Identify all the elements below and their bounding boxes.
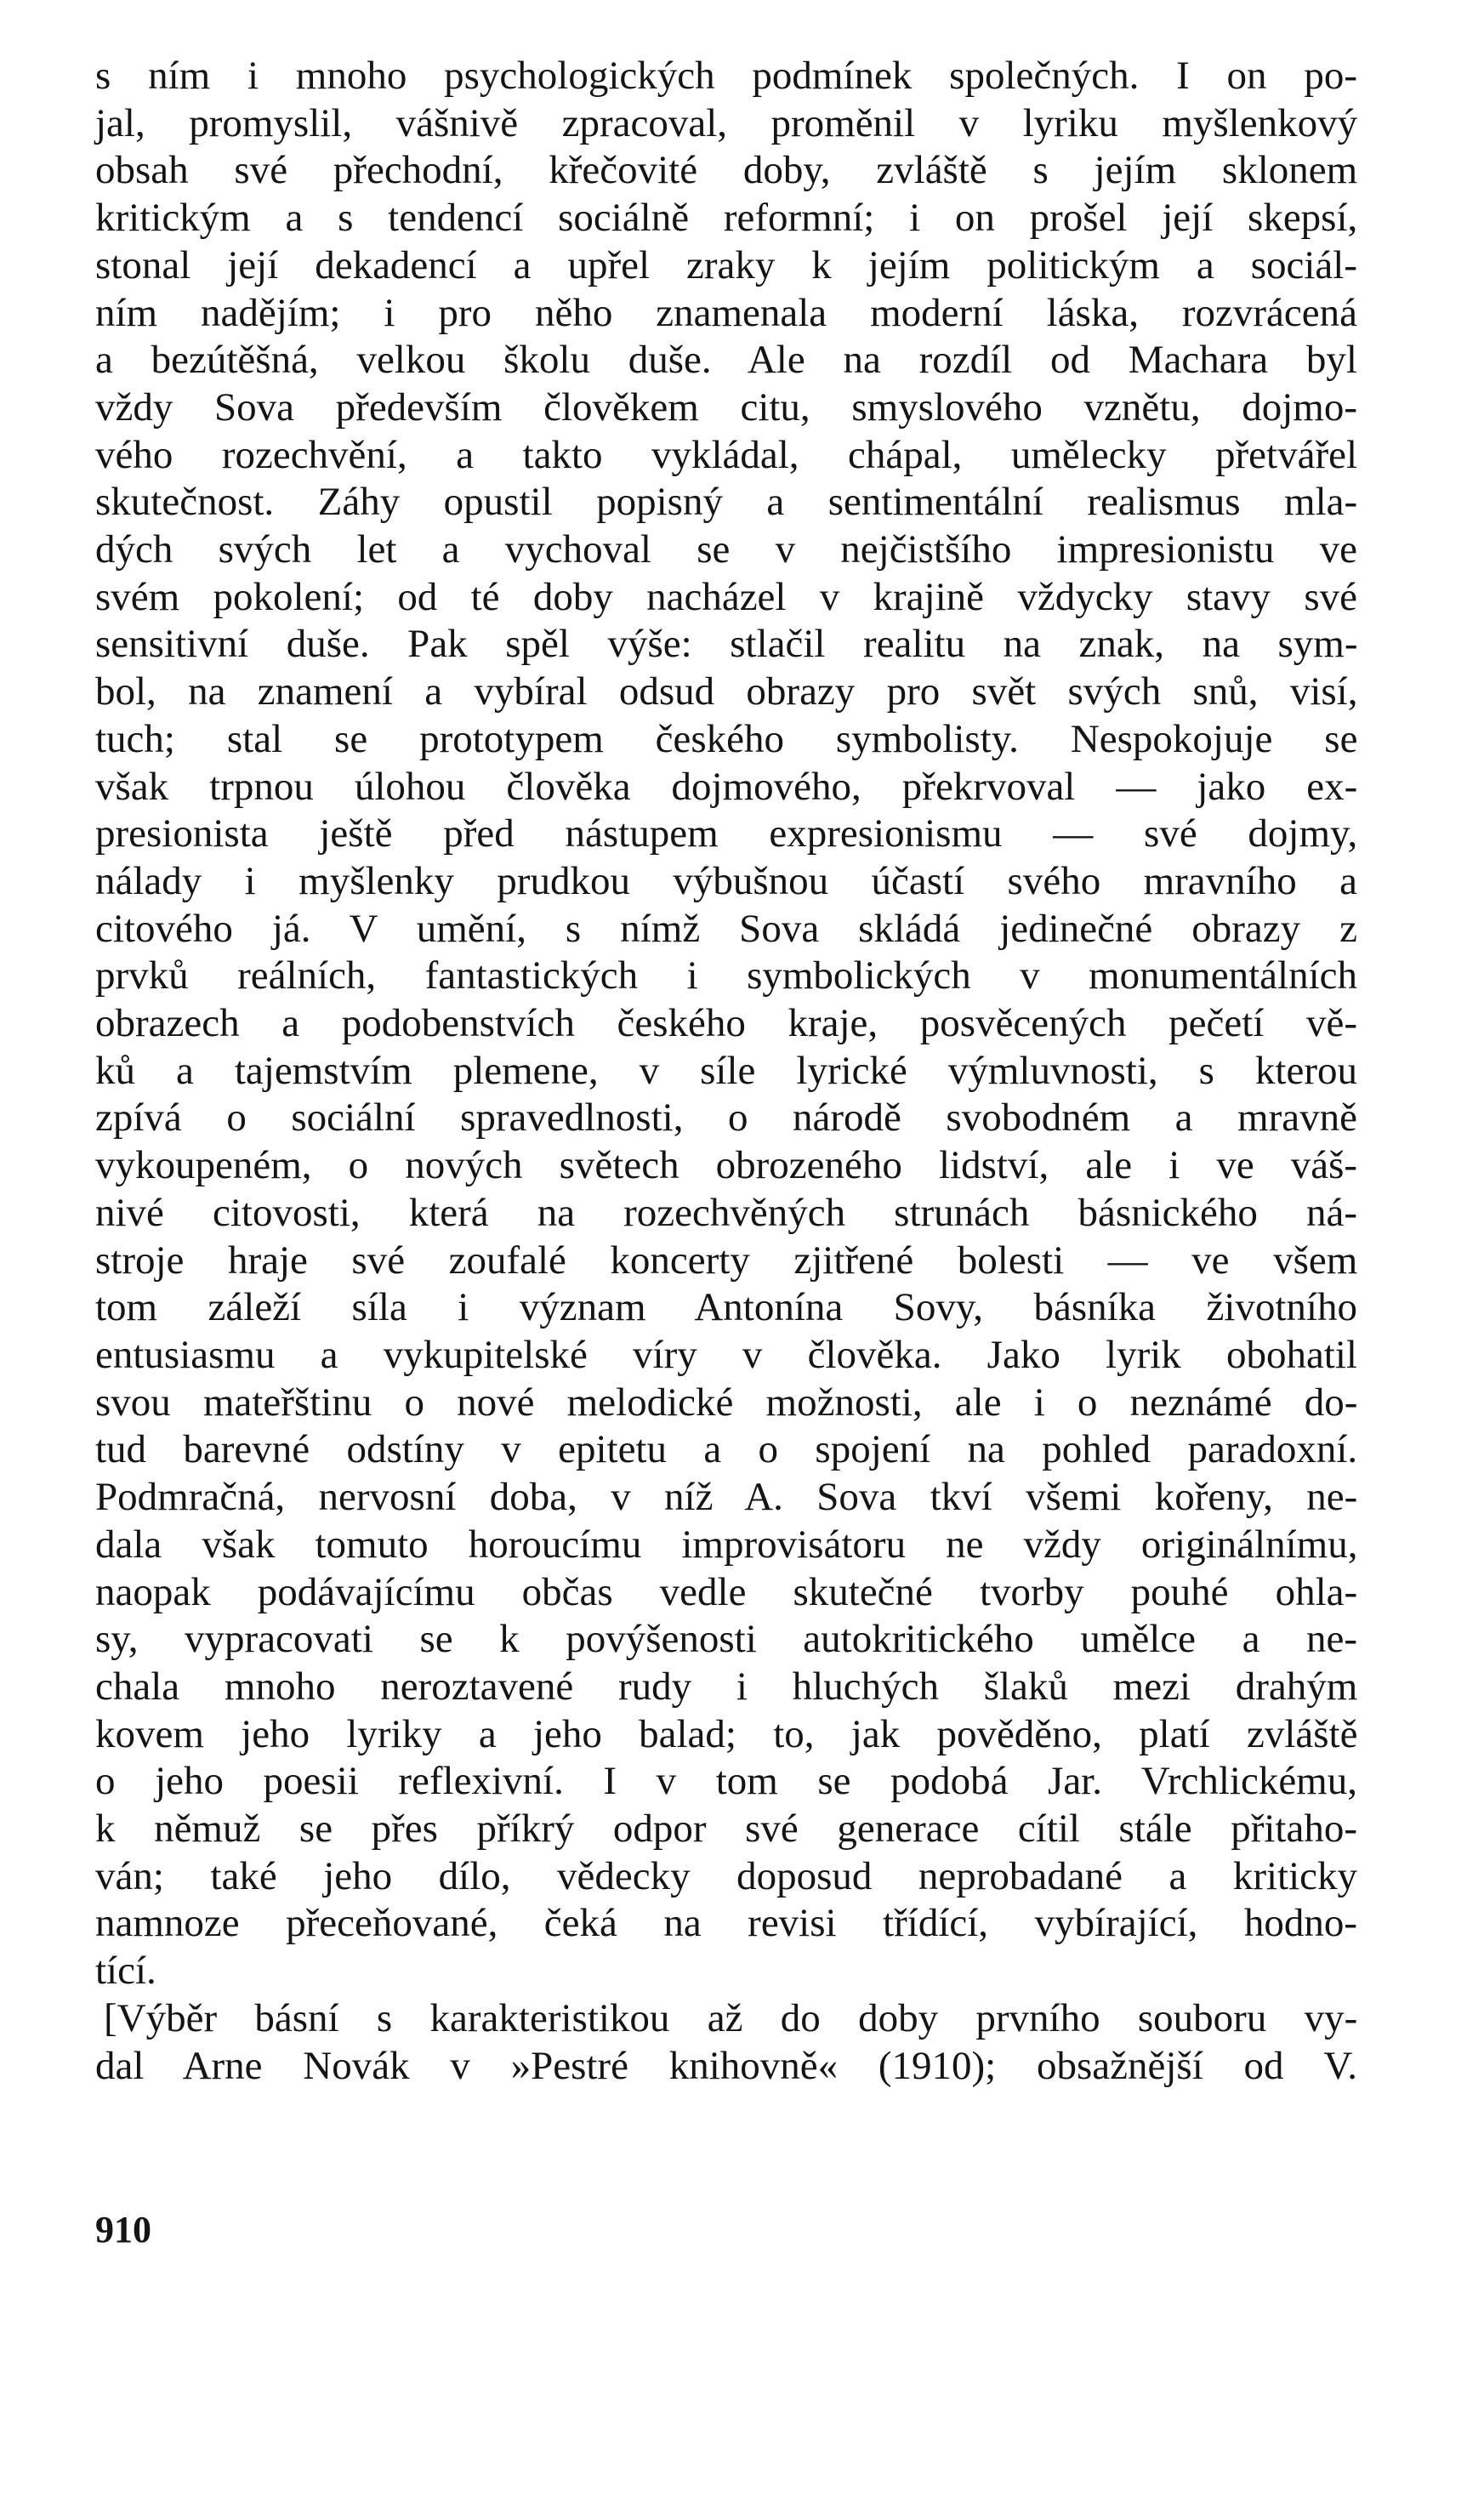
text-line: o jeho poesii reflexivní. I v tom se podobá Jar. Vrchlickému,: [95, 1759, 1357, 1804]
text-line: sy, vypracovati se k povýšenosti autokritického umělce a ne-: [95, 1617, 1357, 1662]
text-line: stonal její dekadencí a upřel zraky k jejím politickým a sociál-: [95, 242, 1357, 287]
text-line: svém pokolení; od té doby nacházel v krajině vždycky stavy své: [95, 574, 1357, 619]
text-line: tom záleží síla i význam Antonína Sovy, básníka životního: [95, 1285, 1357, 1330]
text-line: naopak podávajícímu občas vedle skutečné tvorby pouhé ohla-: [95, 1569, 1358, 1614]
text-line: svou mateřštinu o nové melodické možnosti, ale i o neznámé do-: [95, 1380, 1358, 1425]
text-line: Podmračná, nervosní doba, v níž A. Sova tkví všemi kořeny, ne-: [95, 1475, 1358, 1520]
text-line: namnoze přeceňované, čeká na revisi třídící, vybírající, hodno-: [95, 1901, 1357, 1946]
text-line: zpívá o sociální spravedlnosti, o národě svobodném a mravně: [95, 1095, 1357, 1141]
text-line: vždy Sova především člověkem citu, smyslového vznětu, dojmo-: [95, 384, 1357, 430]
text-line: entusiasmu a vykupitelské víry v člověka. Jako lyrik obohatil: [95, 1332, 1357, 1377]
text-line: presionista ještě před nástupem expresionismu — své dojmy,: [95, 811, 1358, 856]
text-line: nálady i myšlenky prudkou výbušnou účastí svého mravního a: [95, 858, 1357, 903]
text-line: sensitivní duše. Pak spěl výše: stlačil realitu na znak, na sym-: [95, 622, 1358, 667]
text-line: a bezútěšná, velkou školu duše. Ale na rozdíl od Machara byl: [95, 338, 1357, 383]
text-line: chala mnoho neroztavené rudy i hluchých šlaků mezi drahým: [95, 1664, 1358, 1709]
text-line: však trpnou úlohou člověka dojmového, překrvoval — jako ex-: [95, 764, 1358, 809]
text-line: kritickým a s tendencí sociálně reformní; i on prošel její skepsí,: [95, 196, 1358, 241]
text-line: citového já. V umění, s nímž Sova skládá jedinečné obrazy z: [95, 906, 1357, 951]
text-line: s ním i mnoho psychologických podmínek společných. I on po-: [95, 54, 1357, 98]
text-line: ním nadějím; i pro něho znamenala moderní láska, rozvrácená: [95, 290, 1357, 335]
text-line: skutečnost. Záhy opustil popisný a sentimentální realismus mla-: [95, 480, 1358, 525]
paragraph-2: [95, 1995, 1357, 2090]
text-line: obsah své přechodní, křečovité doby, zvláště s jejím sklonem: [95, 148, 1358, 193]
text-line: stroje hraje své zoufalé koncerty zjitřené bolesti — ve všem: [95, 1238, 1358, 1283]
text-line: obrazech a podobenstvích českého kraje, posvěcených pečetí vě-: [95, 1001, 1357, 1046]
text-line: tuch; stal se prototypem českého symbolisty. Nespokojuje se: [95, 716, 1358, 761]
text-line: nivé citovosti, která na rozechvěných strunách básnického ná-: [95, 1190, 1357, 1235]
text-line: k němuž se přes příkrý odpor své generace cítil stále přitaho-: [95, 1807, 1357, 1852]
text-line: prvků reálních, fantastických i symbolických v monumentálních: [95, 953, 1357, 999]
text-line: tící.: [95, 1949, 156, 1994]
text-line: dých svých let a vychoval se v nejčistšího impresionistu ve: [95, 527, 1357, 572]
text-line: [Výběr básní s karakteristikou až do doby prvního souboru vy-: [104, 1995, 1358, 2040]
paragraph-1: [95, 53, 1357, 1995]
text-line: vykoupeném, o nových světech obrozeného lidství, ale i ve váš-: [95, 1143, 1358, 1188]
text-line: jal, promyslil, vášnivě zpracoval, proměnil v lyriku myšlenkový: [95, 100, 1358, 145]
page-number: 910: [95, 2209, 151, 2250]
text-line: ván; také jeho dílo, vědecky doposud neprobadané a kriticky: [95, 1853, 1357, 1898]
text-line: kovem jeho lyriky a jeho balad; to, jak pověděno, platí zvláště: [95, 1711, 1358, 1756]
text-line: dal Arne Novák v »Pestré knihovně« (1910); obsažnější od V.: [95, 2043, 1358, 2088]
text-line: vého rozechvění, a takto vykládal, chápal, umělecky přetvářel: [95, 432, 1358, 477]
text-line: dala však tomuto horoucímu improvisátoru ne vždy originálnímu,: [95, 1522, 1358, 1567]
text-line: bol, na znamení a vybíral odsud obrazy pro svět svých snů, visí,: [95, 669, 1358, 714]
text-line: ků a tajemstvím plemene, v síle lyrické výmluvnosti, s kterou: [95, 1048, 1357, 1093]
text-line: tud barevné odstíny v epitetu a o spojení na pohled paradoxní.: [95, 1427, 1358, 1472]
body-text: [95, 53, 1357, 2090]
